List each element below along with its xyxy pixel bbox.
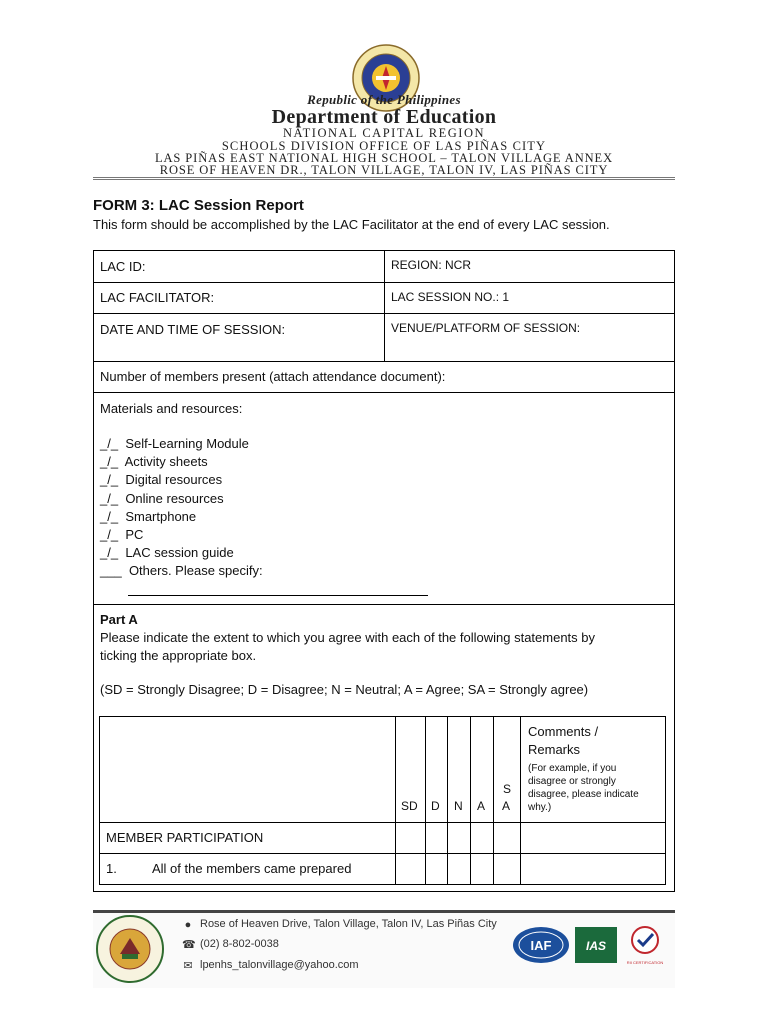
column-header-n: N <box>454 799 463 813</box>
rating-col-divider <box>470 716 471 885</box>
date-time-label: DATE AND TIME OF SESSION: <box>100 322 286 337</box>
part-a-title: Part A <box>100 612 138 627</box>
part-a-instruction: Please indicate the extent to which you agree with each of the following statements by <box>100 630 596 645</box>
row-divider <box>93 604 675 605</box>
form-subtitle: This form should be accomplished by the LAC Facilitator at the end of every LAC session. <box>93 217 610 232</box>
material-label: Others. Please specify: <box>128 563 263 578</box>
rating-row-divider <box>99 822 666 823</box>
lac-id-label: LAC ID: <box>100 259 146 274</box>
material-label: Activity sheets <box>124 454 208 469</box>
material-checkmark: _/_ <box>100 545 119 560</box>
comments-note: (For example, if you disagree or strongly disagree, please indicate why.) <box>528 763 639 813</box>
republic-heading: Republic of the Philippines <box>307 92 461 107</box>
material-label: Self-Learning Module <box>125 436 249 451</box>
rating-col-divider <box>447 716 448 885</box>
iaf-logo <box>512 926 570 964</box>
comments-header: Comments / <box>528 724 599 739</box>
ias-logo-text: IAS <box>585 939 607 953</box>
material-item <box>100 491 224 506</box>
venue-label: VENUE/PLATFORM OF SESSION: <box>391 321 581 335</box>
material-item <box>100 436 249 451</box>
materials-heading: Materials and resources: <box>100 401 243 416</box>
department-heading: Department of Education <box>271 106 497 128</box>
item-number: 1. <box>106 861 117 876</box>
form-title: FORM 3: LAC Session Report <box>93 197 304 214</box>
footer-email[interactable]: lpenhs_talonvillage@yahoo.com <box>200 959 359 971</box>
session-number-label: LAC SESSION NO.: 1 <box>391 290 510 304</box>
footer-address: Rose of Heaven Drive, Talon Village, Talon IV, Las Piñas City <box>200 918 497 930</box>
members-present-label: Number of members present (attach attendance document): <box>100 369 446 384</box>
column-divider <box>384 250 385 361</box>
rating-col-divider <box>395 716 396 885</box>
material-checkmark: _/_ <box>100 454 119 469</box>
lac-facilitator-label: LAC FACILITATOR: <box>100 290 215 305</box>
material-checkmark: _/_ <box>100 509 119 524</box>
footer-phone: (02) 8-802-0038 <box>200 938 279 950</box>
material-label: LAC session guide <box>125 545 234 560</box>
material-item <box>100 527 143 542</box>
specify-blank-line[interactable] <box>128 595 428 596</box>
rating-legend: (SD = Strongly Disagree; D = Disagree; N = Neutral; A = Agree; SA = Strongly agree) <box>100 682 589 697</box>
item-statement: All of the members came prepared <box>152 861 352 876</box>
material-checkmark: _/_ <box>100 491 119 506</box>
section-member-participation: MEMBER PARTICIPATION <box>106 830 264 845</box>
material-item <box>100 454 208 469</box>
rating-col-divider <box>425 716 426 885</box>
material-item <box>100 509 196 524</box>
region-heading: NATIONAL CAPITAL REGION <box>283 126 485 140</box>
material-label: PC <box>125 527 144 542</box>
row-divider <box>93 361 675 362</box>
address-heading: ROSE OF HEAVEN DR., TALON VILLAGE, TALON IV, LAS PIÑAS CITY <box>159 163 609 177</box>
school-logo <box>95 914 165 984</box>
material-label: Digital resources <box>125 472 223 487</box>
column-header-sa-s: S <box>503 782 512 796</box>
column-header-a: A <box>477 799 486 813</box>
row-divider <box>93 392 675 393</box>
ias-logo <box>574 926 618 964</box>
material-label: Smartphone <box>125 509 197 524</box>
material-checkmark: _/_ <box>100 472 119 487</box>
rating-row-divider <box>99 853 666 854</box>
phone-icon: ☎ <box>182 939 196 951</box>
division-heading: SCHOOLS DIVISION OFFICE OF LAS PIÑAS CITY <box>221 139 547 153</box>
material-checkmark: _/_ <box>100 436 119 451</box>
footer-rule <box>93 910 675 913</box>
remarks-header: Remarks <box>528 742 581 757</box>
material-item <box>100 545 234 560</box>
material-checkmark: ___ <box>100 563 122 578</box>
column-header-d: D <box>431 799 440 813</box>
rii-certification-logo <box>622 922 668 968</box>
column-header-sd: SD <box>401 799 418 813</box>
location-pin-icon: ● <box>184 919 192 931</box>
rating-col-divider <box>493 716 494 885</box>
column-header-sa-a: A <box>502 799 511 813</box>
material-checkmark: _/_ <box>100 527 119 542</box>
header-divider-2 <box>93 179 675 180</box>
region-label: REGION: NCR <box>391 258 472 272</box>
material-item <box>100 563 263 578</box>
rating-col-divider <box>520 716 521 885</box>
part-a-instruction: ticking the appropriate box. <box>100 648 257 663</box>
rii-logo-text: RII CERTIFICATION <box>626 960 664 965</box>
iaf-logo-text: IAF <box>530 938 552 953</box>
school-heading: LAS PIÑAS EAST NATIONAL HIGH SCHOOL – TALON VILLAGE ANNEX <box>154 151 614 165</box>
material-item <box>100 472 222 487</box>
email-icon: ✉ <box>183 960 193 972</box>
material-label: Online resources <box>125 491 224 506</box>
header-divider <box>93 177 675 178</box>
